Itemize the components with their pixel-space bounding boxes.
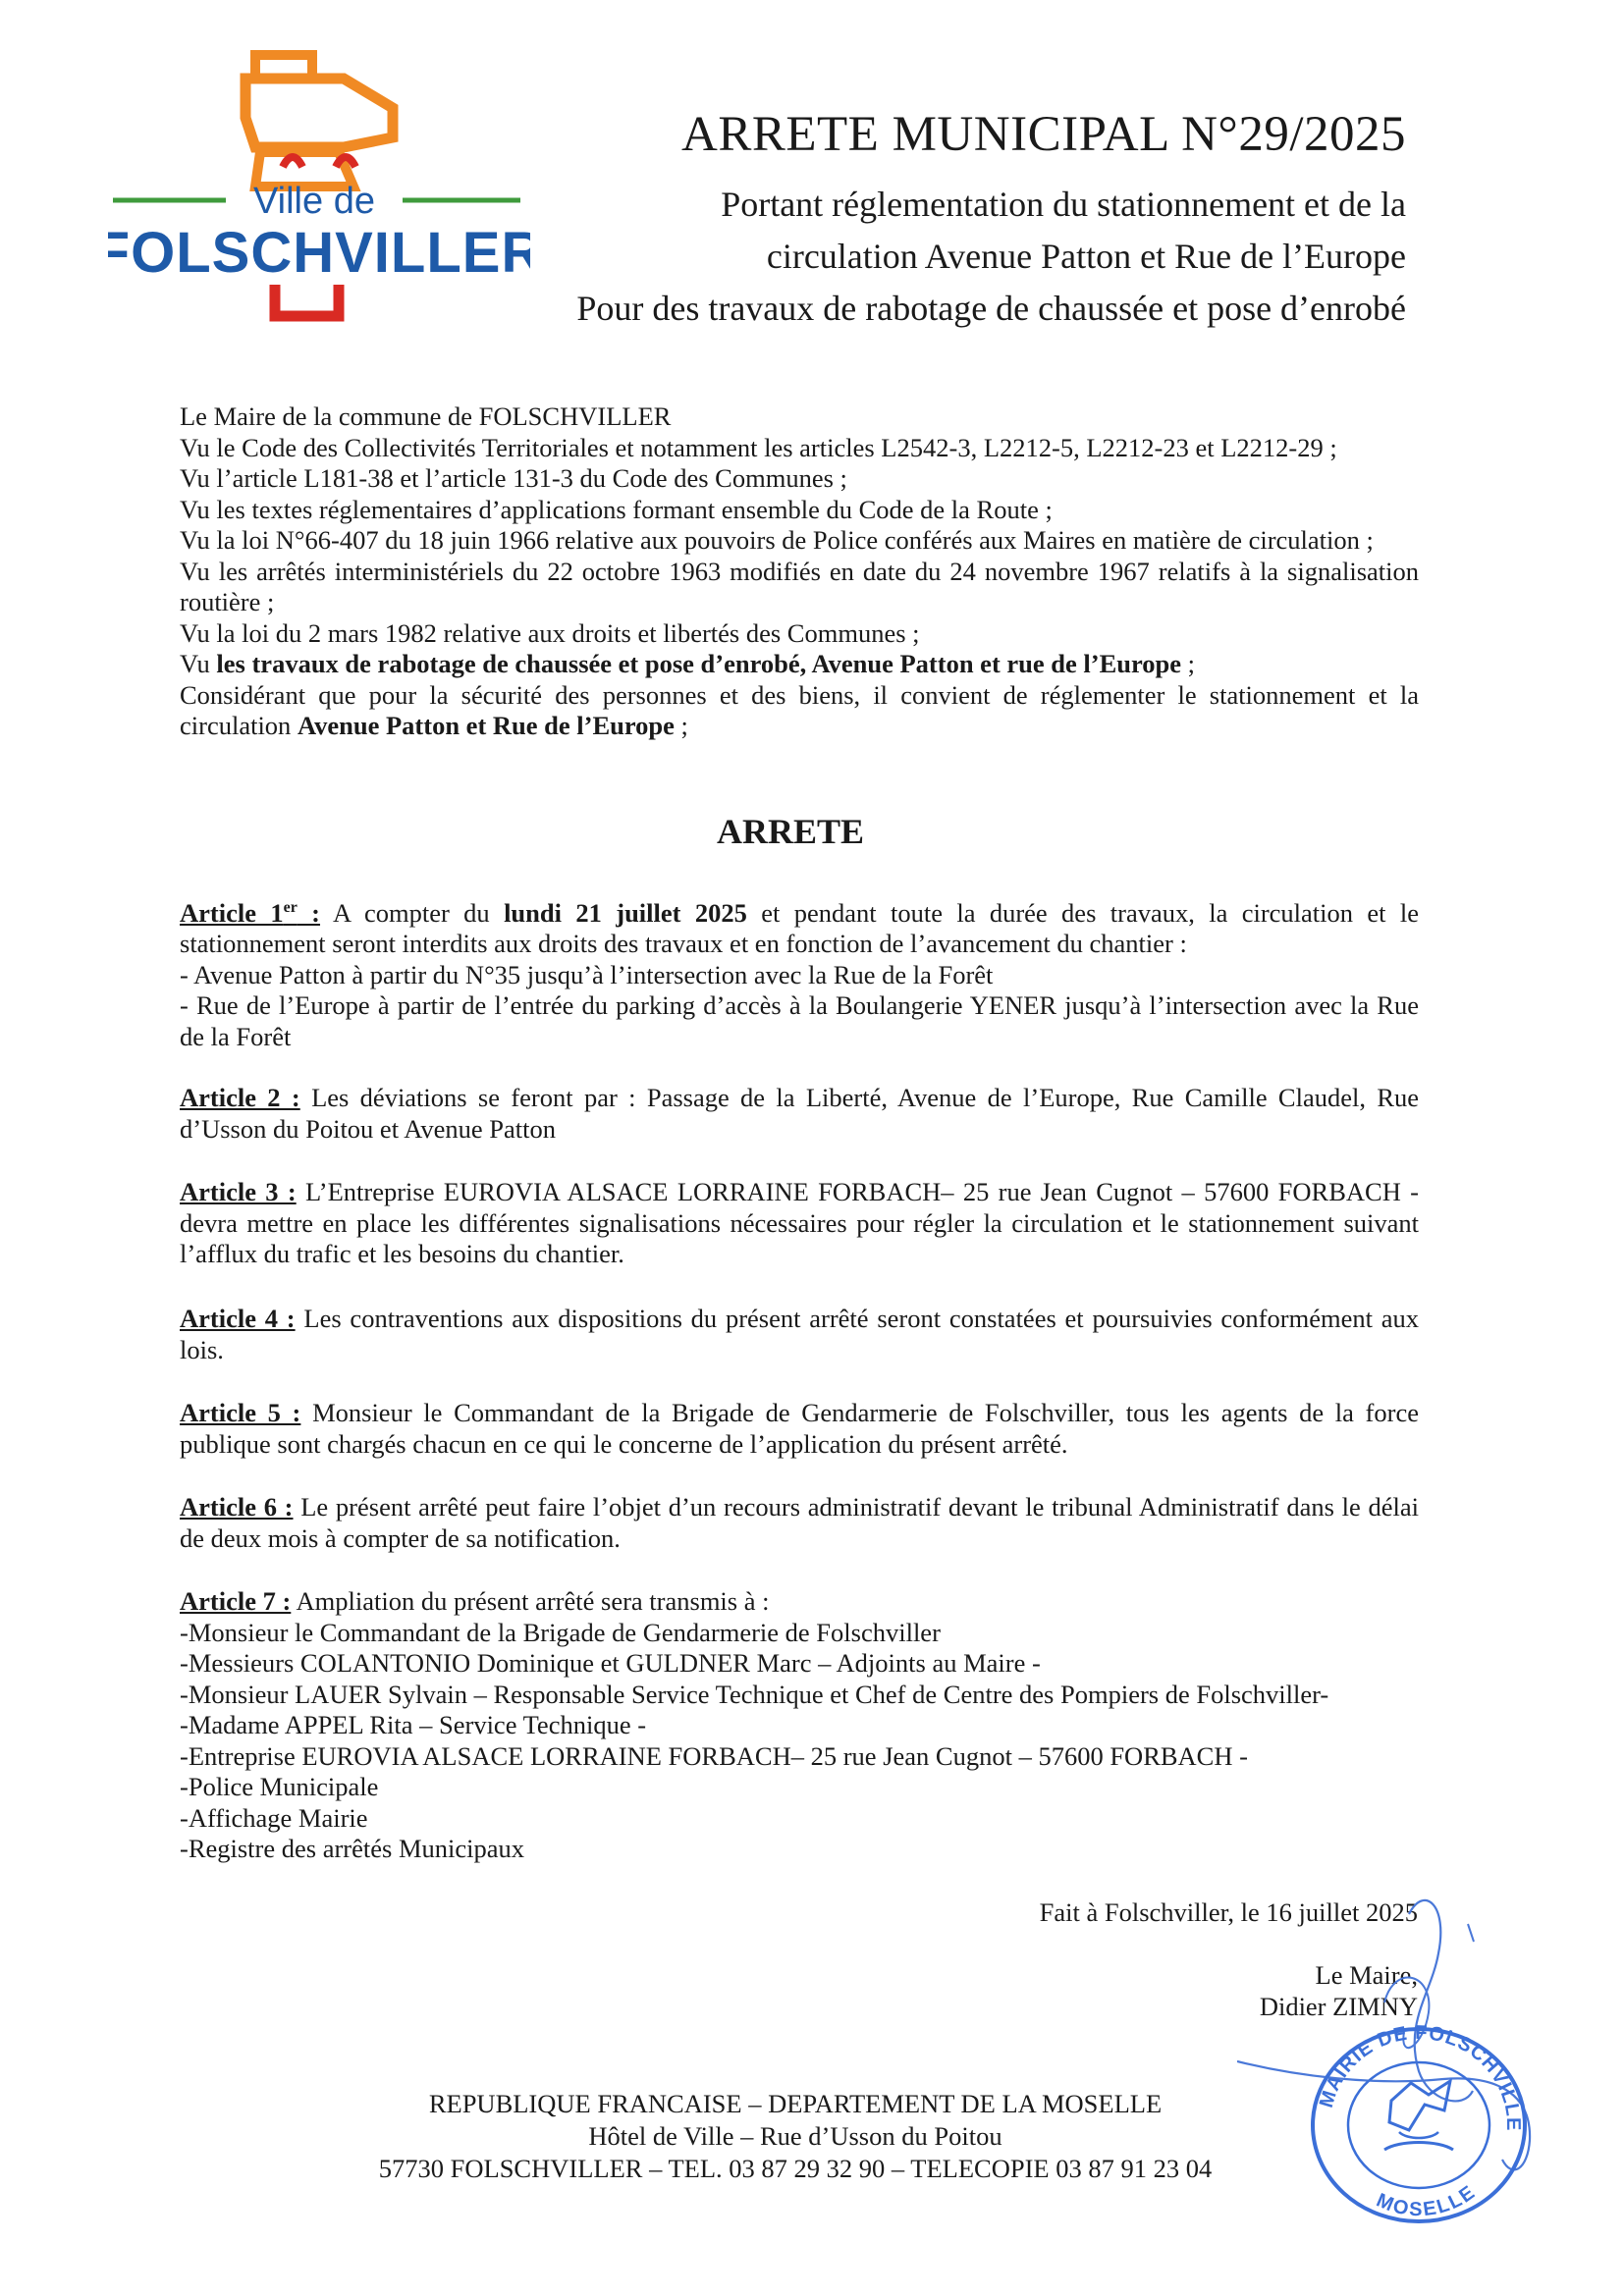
- preamble-bold: les travaux de rabotage de chaussée et pose d’enrobé, Avenue Patton et rue de l’Europe: [216, 649, 1182, 678]
- article-text: A compter du: [332, 897, 490, 928]
- recipient-item: -Affichage Mairie: [180, 1802, 368, 1833]
- article-7-intro: [180, 1586, 1419, 1618]
- article-text: Les déviations se feront par : Passage de la Liberté, Avenue de l’Europe, Rue Camille Claudel, Rue d’Usson du Poitou et Avenue Patton: [180, 1083, 1420, 1144]
- town-logo-emblem: [108, 49, 530, 334]
- preamble-line: [180, 649, 1419, 680]
- signatory-name: Didier ZIMNY: [1259, 1992, 1418, 2021]
- article-label-sup: er: [283, 899, 298, 916]
- subtitle-line: Portant réglementation du stationnement et de la: [721, 185, 1406, 224]
- article-3: [180, 1177, 1419, 1270]
- logo-line2: FOLSCHVILLER: [108, 221, 530, 285]
- article-1: [180, 892, 1419, 1052]
- stamp-seal: [1301, 2022, 1537, 2228]
- article-label: Article 7 :: [180, 1586, 292, 1616]
- preamble-line: Vu le Code des Collectivités Territoriales et notamment les articles L2542-3, L2212-5, L2212-23 et L2212-29 ;: [180, 432, 1337, 462]
- preamble-line: Vu la loi N°66-407 du 18 juin 1966 relative aux pouvoirs de Police conférés aux Maires en matière de circulation ;: [180, 525, 1374, 555]
- logo-line1: Ville de: [253, 181, 375, 222]
- recipient-item: -Registre des arrêtés Municipaux: [180, 1834, 525, 1863]
- article-bold: lundi 21 juillet 2025: [504, 897, 747, 928]
- article-7: [180, 1586, 1419, 1865]
- article-label: Article 5 :: [180, 1398, 301, 1427]
- signatory-role: Le Maire,: [1315, 1960, 1418, 1990]
- recipient-item: -Madame APPEL Rita – Service Technique -: [180, 1710, 647, 1739]
- article-5: [180, 1398, 1419, 1460]
- stamp-bottom-text: MOSELLE: [1373, 2180, 1481, 2221]
- preamble: [180, 401, 1419, 742]
- article-2: [180, 1083, 1419, 1145]
- preamble-bold: Avenue Patton et Rue de l’Europe: [297, 711, 675, 740]
- recipient-item: -Messieurs COLANTONIO Dominique et GULDNER Marc – Adjoints au Maire -: [180, 1648, 1041, 1678]
- document-subtitle: [522, 179, 1406, 335]
- recipient-item: -Entreprise EUROVIA ALSACE LORRAINE FORBACH– 25 rue Jean Cugnot – 57600 FORBACH -: [180, 1740, 1248, 1771]
- article-6: [180, 1492, 1419, 1554]
- article-label: Article 3 :: [180, 1177, 297, 1206]
- footer-line: REPUBLIQUE FRANCAISE – DEPARTEMENT DE LA MOSELLE: [428, 2089, 1163, 2118]
- recipient-item: -Monsieur le Commandant de la Brigade de Gendarmerie de Folschviller: [180, 1617, 941, 1647]
- preamble-line: Vu l’article L181-38 et l’article 131-3 du Code des Communes ;: [180, 463, 847, 493]
- footer-line: Hôtel de Ville – Rue d’Usson du Poitou: [588, 2121, 1002, 2151]
- preamble-line: Vu les textes réglementaires d’applications formant ensemble du Code de la Route ;: [180, 494, 1053, 524]
- article-text: L’Entreprise EUROVIA ALSACE LORRAINE FORBACH– 25 rue Jean Cugnot – 57600 FORBACH - devra mettre en place les différentes signalisations nécessaires pour régler la circulation et le stationnement suivant l’afflux du trafic et les besoins du chantier.: [180, 1177, 1419, 1268]
- recipient-item: -Police Municipale: [180, 1772, 379, 1801]
- article-4: [180, 1304, 1419, 1365]
- article-label: Article 6 :: [180, 1492, 294, 1522]
- article-label-text: Article 1: [180, 897, 284, 928]
- article-list-item: - Rue de l’Europe à partir de l’entrée du parking d’accès à la Boulangerie YENER jusqu’à l’intersection avec la Rue de la Forêt: [180, 990, 1419, 1051]
- article-label: [180, 898, 320, 928]
- subtitle-line: circulation Avenue Patton et Rue de l’Europe: [766, 237, 1406, 276]
- recipient-item: -Monsieur LAUER Sylvain – Responsable Service Technique et Chef de Centre des Pompiers de Folschviller-: [180, 1679, 1329, 1709]
- place-and-date: Fait à Folschviller, le 16 juillet 2025: [1039, 1897, 1418, 1927]
- preamble-line: [180, 680, 1419, 742]
- town-logo: [108, 49, 530, 334]
- article-label-colon: :: [297, 897, 321, 928]
- preamble-line: Le Maire de la commune de FOLSCHVILLER: [180, 401, 672, 431]
- preamble-line: Vu la loi du 2 mars 1982 relative aux droits et libertés des Communes ;: [180, 617, 920, 648]
- article-text: Les contraventions aux dispositions du présent arrêté seront constatées et poursuivies conformément aux lois.: [180, 1304, 1419, 1364]
- article-list-item: - Avenue Patton à partir du N°35 jusqu’à l’intersection avec la Rue de la Forêt: [180, 959, 994, 989]
- preamble-text: ;: [1187, 649, 1196, 678]
- subtitle-line: Pour des travaux de rabotage de chaussée et pose d’enrobé: [576, 289, 1406, 328]
- preamble-text: Considérant que pour la sécurité des personnes et des biens, il convient de réglementer le stationnement et la circulation: [180, 679, 1419, 740]
- official-stamp: [1301, 2022, 1537, 2228]
- preamble-line: Vu les arrêtés interministériels du 22 octobre 1963 modifiés en date du 24 novembre 1967 relatifs à la signalisation routière ;: [180, 556, 1419, 616]
- article-text: Monsieur le Commandant de la Brigade de Gendarmerie de Folschviller, tous les agents de la force publique sont chargés chacun en ce qui le concerne de l’application du présent arrêté.: [180, 1398, 1419, 1459]
- article-text: Ampliation du présent arrêté sera transmis à :: [296, 1586, 770, 1616]
- document-title: ARRETE MUNICIPAL N°29/2025: [681, 107, 1406, 162]
- article-1-body: [180, 892, 1419, 960]
- stamp-top-text: MAIRIE DE FOLSCHVILLE: [1315, 2022, 1525, 2132]
- preamble-text: Vu: [180, 649, 210, 678]
- decree-heading: ARRETE: [716, 812, 865, 851]
- article-label: Article 2 :: [180, 1083, 300, 1112]
- article-text: Le présent arrêté peut faire l’objet d’un recours administratif devant le tribunal Administratif dans le délai de deux mois à compter de sa notification.: [180, 1492, 1419, 1553]
- article-text: et pendant toute la durée des travaux, la circulation et le stationnement seront interdits aux droits des travaux et en fonction de l’avancement du chantier :: [180, 897, 1420, 959]
- preamble-text: ;: [680, 711, 688, 740]
- article-label: Article 4 :: [180, 1304, 296, 1333]
- svg-text:MAIRIE DE FOLSCHVILLER: [1301, 2022, 1524, 2132]
- footer-line: 57730 FOLSCHVILLER – TEL. 03 87 29 32 90 – TELECOPIE 03 87 91 23 04: [378, 2154, 1213, 2183]
